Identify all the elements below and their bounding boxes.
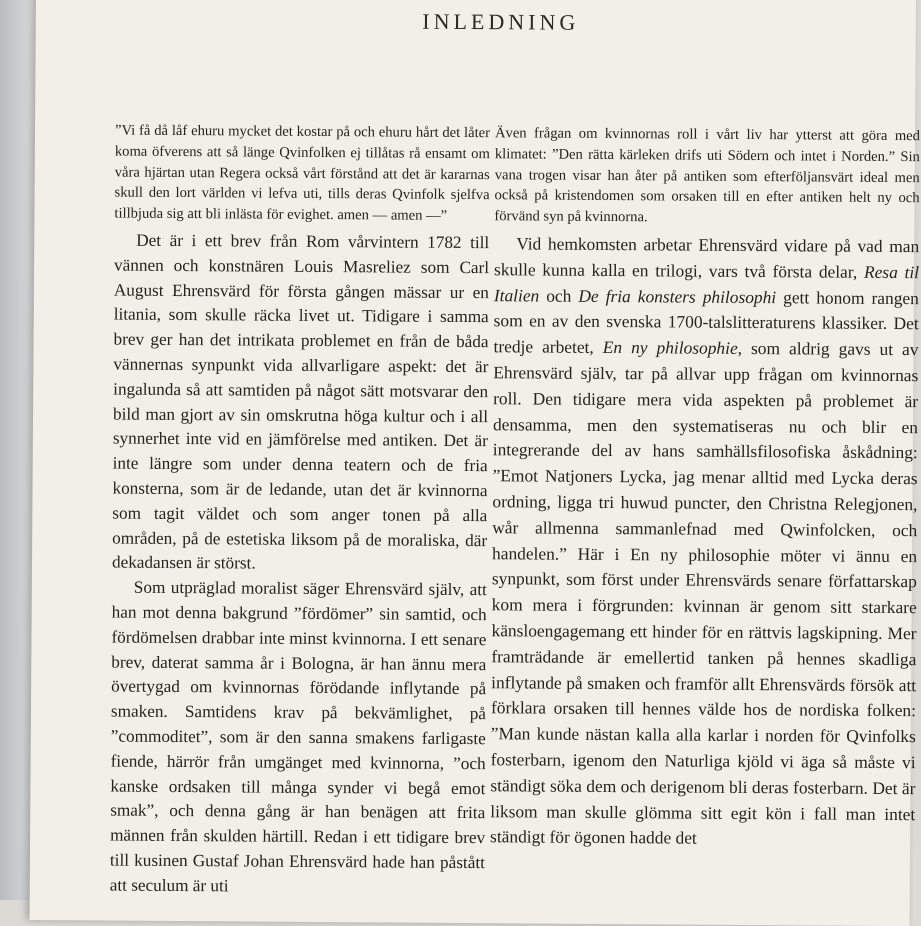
text-run: gett honom rangen som en av den svenska 1700-talslitteraturens klassiker. Det tredje arbetet, — [493, 286, 919, 358]
book-page — [30, 0, 921, 926]
text-run: , som aldrig gavs ut av Ehrensvärd själv, tar på allvar upp frågan om kvinnornas roll. Den tidigare mera vida aspekten på problemet är densamma, men den systematiseras nu och blir en integrerande del av hans samhällsfilosofiska åskådning: ”Emot Natjoners Lycka, jag menar alltid med Lycka deras ordning, ligga tri huwud puncter, den Christna Relegjonen, wår allmenna sammanlefnad med Qwinfolcken, och handelen.” Här i En ny philosophie möter vi ännu en synpunkt, som först under Ehrensvärds senare författarskap kom mera i förgrunden: kvinnan är genom sitt starkare känsloengagemang ett hinder för en rättvis lagskipning. Mer framträdande är emellertid tanken på hennes skadliga inflytande på smaken och framför allt Ehrensvärds försök att förklara orsaken till hennes välde hos de nordiska folken: ”Man kunde nästan kalla alla karlar i norden för Qvinfolks fosterbarn, igenom den Naturliga kjöld vi äga så måste vi ständigt söka dem och derigenom bli deras fosterbarn. Det är liksom man skulle glömma sitt egit kön i fall man intet ständigt för ögonen hadde det — [490, 338, 919, 848]
paragraph-1: Det är i ett brev från Rom vårvintern 1782 till vännen och konstnären Louis Masreliez som Carl August Ehrensvärd för första gången mässar ur en litania, som skulle räcka livet ut. Tidigare i samma brev ger han det intrikata problemet en från de båda vännernas synpunkt vida allvarligare aspekt: det är ingalunda så att samtiden på något sätt motsvarar den bild man gjort av sin omskrutna höga kultur och i all synnerhet inte vid en jämförelse med antiken. Det är inte längre som under denna teatern och de fria konsterna, som är de ledande, utan det är kvinnorna som tagit väldet och som anger tonen på alla områden, på de estetiska liksom på de moraliska, där dekadansen är störst. — [111, 230, 490, 573]
title-de-fria-konsters-philosophi: De fria konsters philosophi — [578, 285, 777, 307]
paragraph-climate: Även frågan om kvinnornas roll i vårt liv har ytterst att göra med klimatet: ”Den rätta kärleken drifs uti Södern och intet i Norden.” Sin vana trogen visar han åter på antiken som efterföljansvärt ideal men också på kristendomen som orsaken till en efter antiken helt ny och förvänd syn på kvinnorna. — [494, 125, 921, 226]
paragraph-trilogy — [490, 231, 919, 853]
text-run: och — [539, 285, 579, 306]
opening-quote: ”Vi få då låf ehuru mycket det kostar på och ehuru hårt det låter koma öfverens att så länge Qvinfolken ej tillåtas rå ensamt om våra hjärtan utan Regera också vårt förstånd att det är kararnas skull den lort världen vi lefva uti, tills deras Qvinfolk sjelfva tillbjuda sig att bli inlästa för evighet. amen — amen —” — [114, 122, 491, 225]
chapter-heading: INLEDNING — [422, 8, 580, 35]
left-column — [110, 121, 490, 901]
right-column — [490, 123, 920, 853]
text-run: Vid hemkomsten arbetar Ehrensvärd vidare på vad man skulle kunna kalla en trilogi, vars två första delar, — [493, 233, 920, 282]
title-en-ny-philosophie: En ny philosophie — [602, 337, 738, 359]
paragraph-2: Som utpräglad moralist säger Ehrensvärd själv, att han mot denna bakgrund ”fördömer” sin samtid, och fördömelsen drabbar inte minst kvinnorna. I ett senare brev, daterat samma år i Bologna, är han ännu mera övertygad om kvinnornas förödande inflytande på smaken. Samtidens krav på bekvämlighet, på ”commoditet”, som är den sanna smakens farligaste fiende, härrör från umgänget med kvinnorna, ”och kanske ordsaken till många synder vi begå emot smak”, och denna gång är han benägen att frita männen från skulden härtill. Redan i ett tidigare brev till kusinen Gustaf Johan Ehrensvärd hade han påstått att seculum är uti — [109, 577, 487, 896]
title-resa-til-italien: Resa til Italien — [493, 261, 920, 306]
